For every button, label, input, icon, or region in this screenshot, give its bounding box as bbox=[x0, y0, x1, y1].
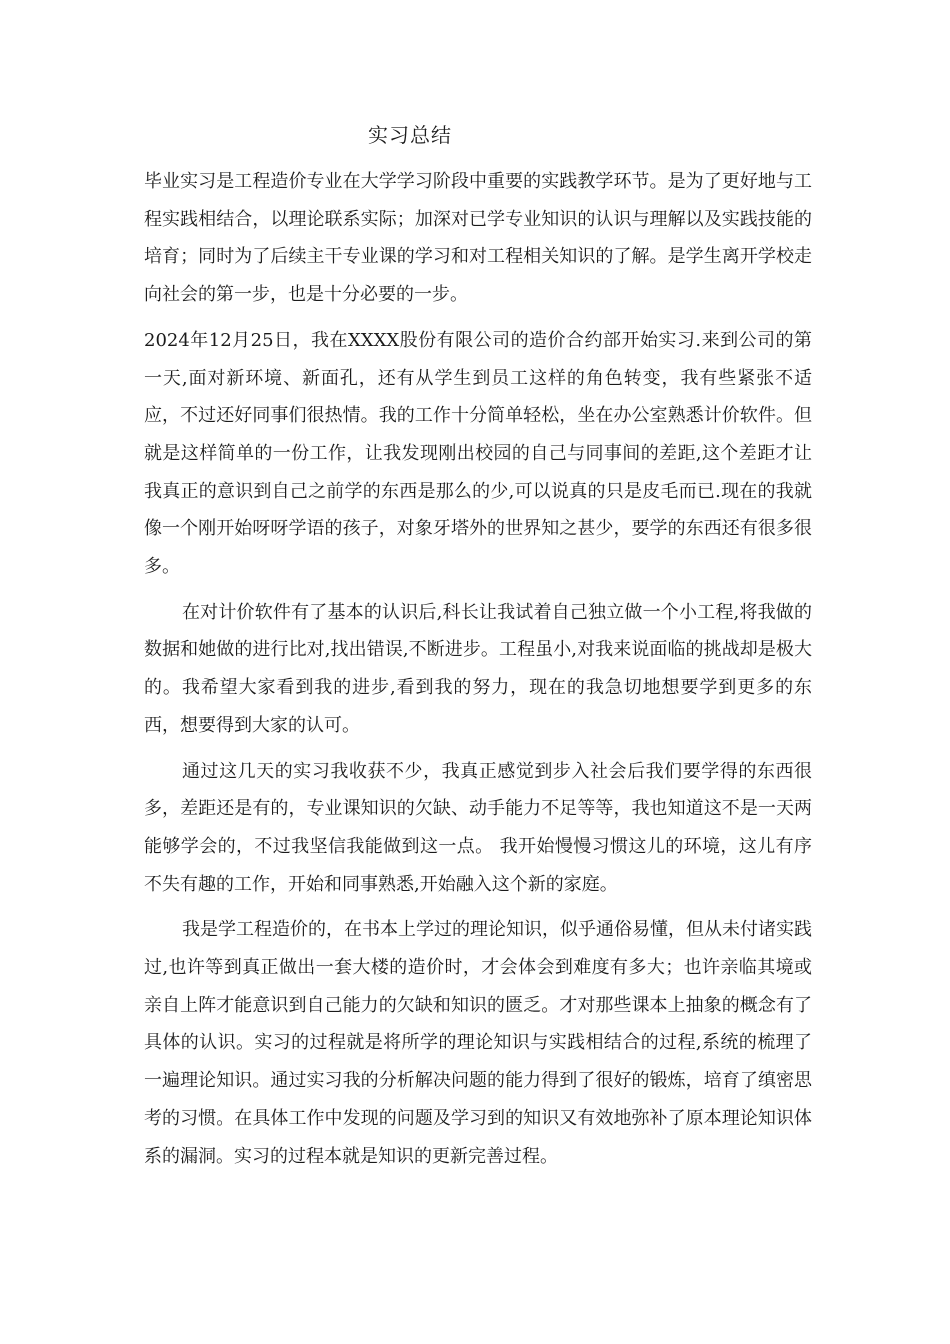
document-body bbox=[144, 163, 812, 1175]
document-title: 实习总结 bbox=[368, 123, 452, 147]
paragraph-gains: 通过这几天的实习我收获不少，我真正感觉到步入社会后我们要学得的东西很多，差距还是有的，专业课知识的欠缺、动手能力不足等等，我也知道这不是一天两能够学会的，不过我坚信我能做到这一点。 我开始慢慢习惯这儿的环境，这儿有序不失有趣的工作，开始和同事熟悉,开始融入这个新的家庭。 bbox=[144, 760, 812, 895]
paragraph-intro: 毕业实习是工程造价专业在大学学习阶段中重要的实践教学环节。是为了更好地与工程实践相结合，以理论联系实际；加深对已学专业知识的认识与理解以及实践技能的培育；同时为了后续主干专业课的学习和对工程相关知识的了解。是学生离开学校走向社会的第一步，也是十分必要的一步。 bbox=[144, 171, 812, 306]
paragraph-theory-practice: 我是学工程造价的，在书本上学过的理论知识，似乎通俗易懂，但从未付诸实践过,也许等到真正做出一套大楼的造价时，才会体会到难度有多大；也许亲临其境或亲自上阵才能意识到自己能力的欠缺和知识的匮乏。才对那些课本上抽象的概念有了具体的认识。实习的过程就是将所学的理论知识与实践相结合的过程,系统的梳理了一遍理论知识。通过实习我的分析解决问题的能力得到了很好的锻炼，培育了缜密思考的习惯。在具体工作中发现的问题及学习到的知识又有效地弥补了原本理论知识体系的漏洞。实习的过程本就是知识的更新完善过程。 bbox=[144, 919, 812, 1167]
paragraph-software-practice: 在对计价软件有了基本的认识后,科长让我试着自己独立做一个小工程,将我做的数据和她做的进行比对,找出错误,不断进步。工程虽小,对我来说面临的挑战却是极大的。我希望大家看到我的进步,看到我的努力，现在的我急切地想要学到更多的东西，想要得到大家的认可。 bbox=[144, 601, 812, 736]
paragraph-first-day: 2024年12月25日，我在XXXX股份有限公司的造价合约部开始实习.来到公司的第一天,面对新环境、新面孔，还有从学生到员工这样的角色转变，我有些紧张不适应，不过还好同事们很热情。我的工作十分简单轻松，坐在办公室熟悉计价软件。但就是这样简单的一份工作，让我发现刚出校园的自己与同事间的差距,这个差距才让我真正的意识到自己之前学的东西是那么的少,可以说真的只是皮毛而已.现在的我就像一个刚开始呀呀学语的孩子，对象牙塔外的世界知之甚少，要学的东西还有很多很多。 bbox=[144, 329, 812, 578]
